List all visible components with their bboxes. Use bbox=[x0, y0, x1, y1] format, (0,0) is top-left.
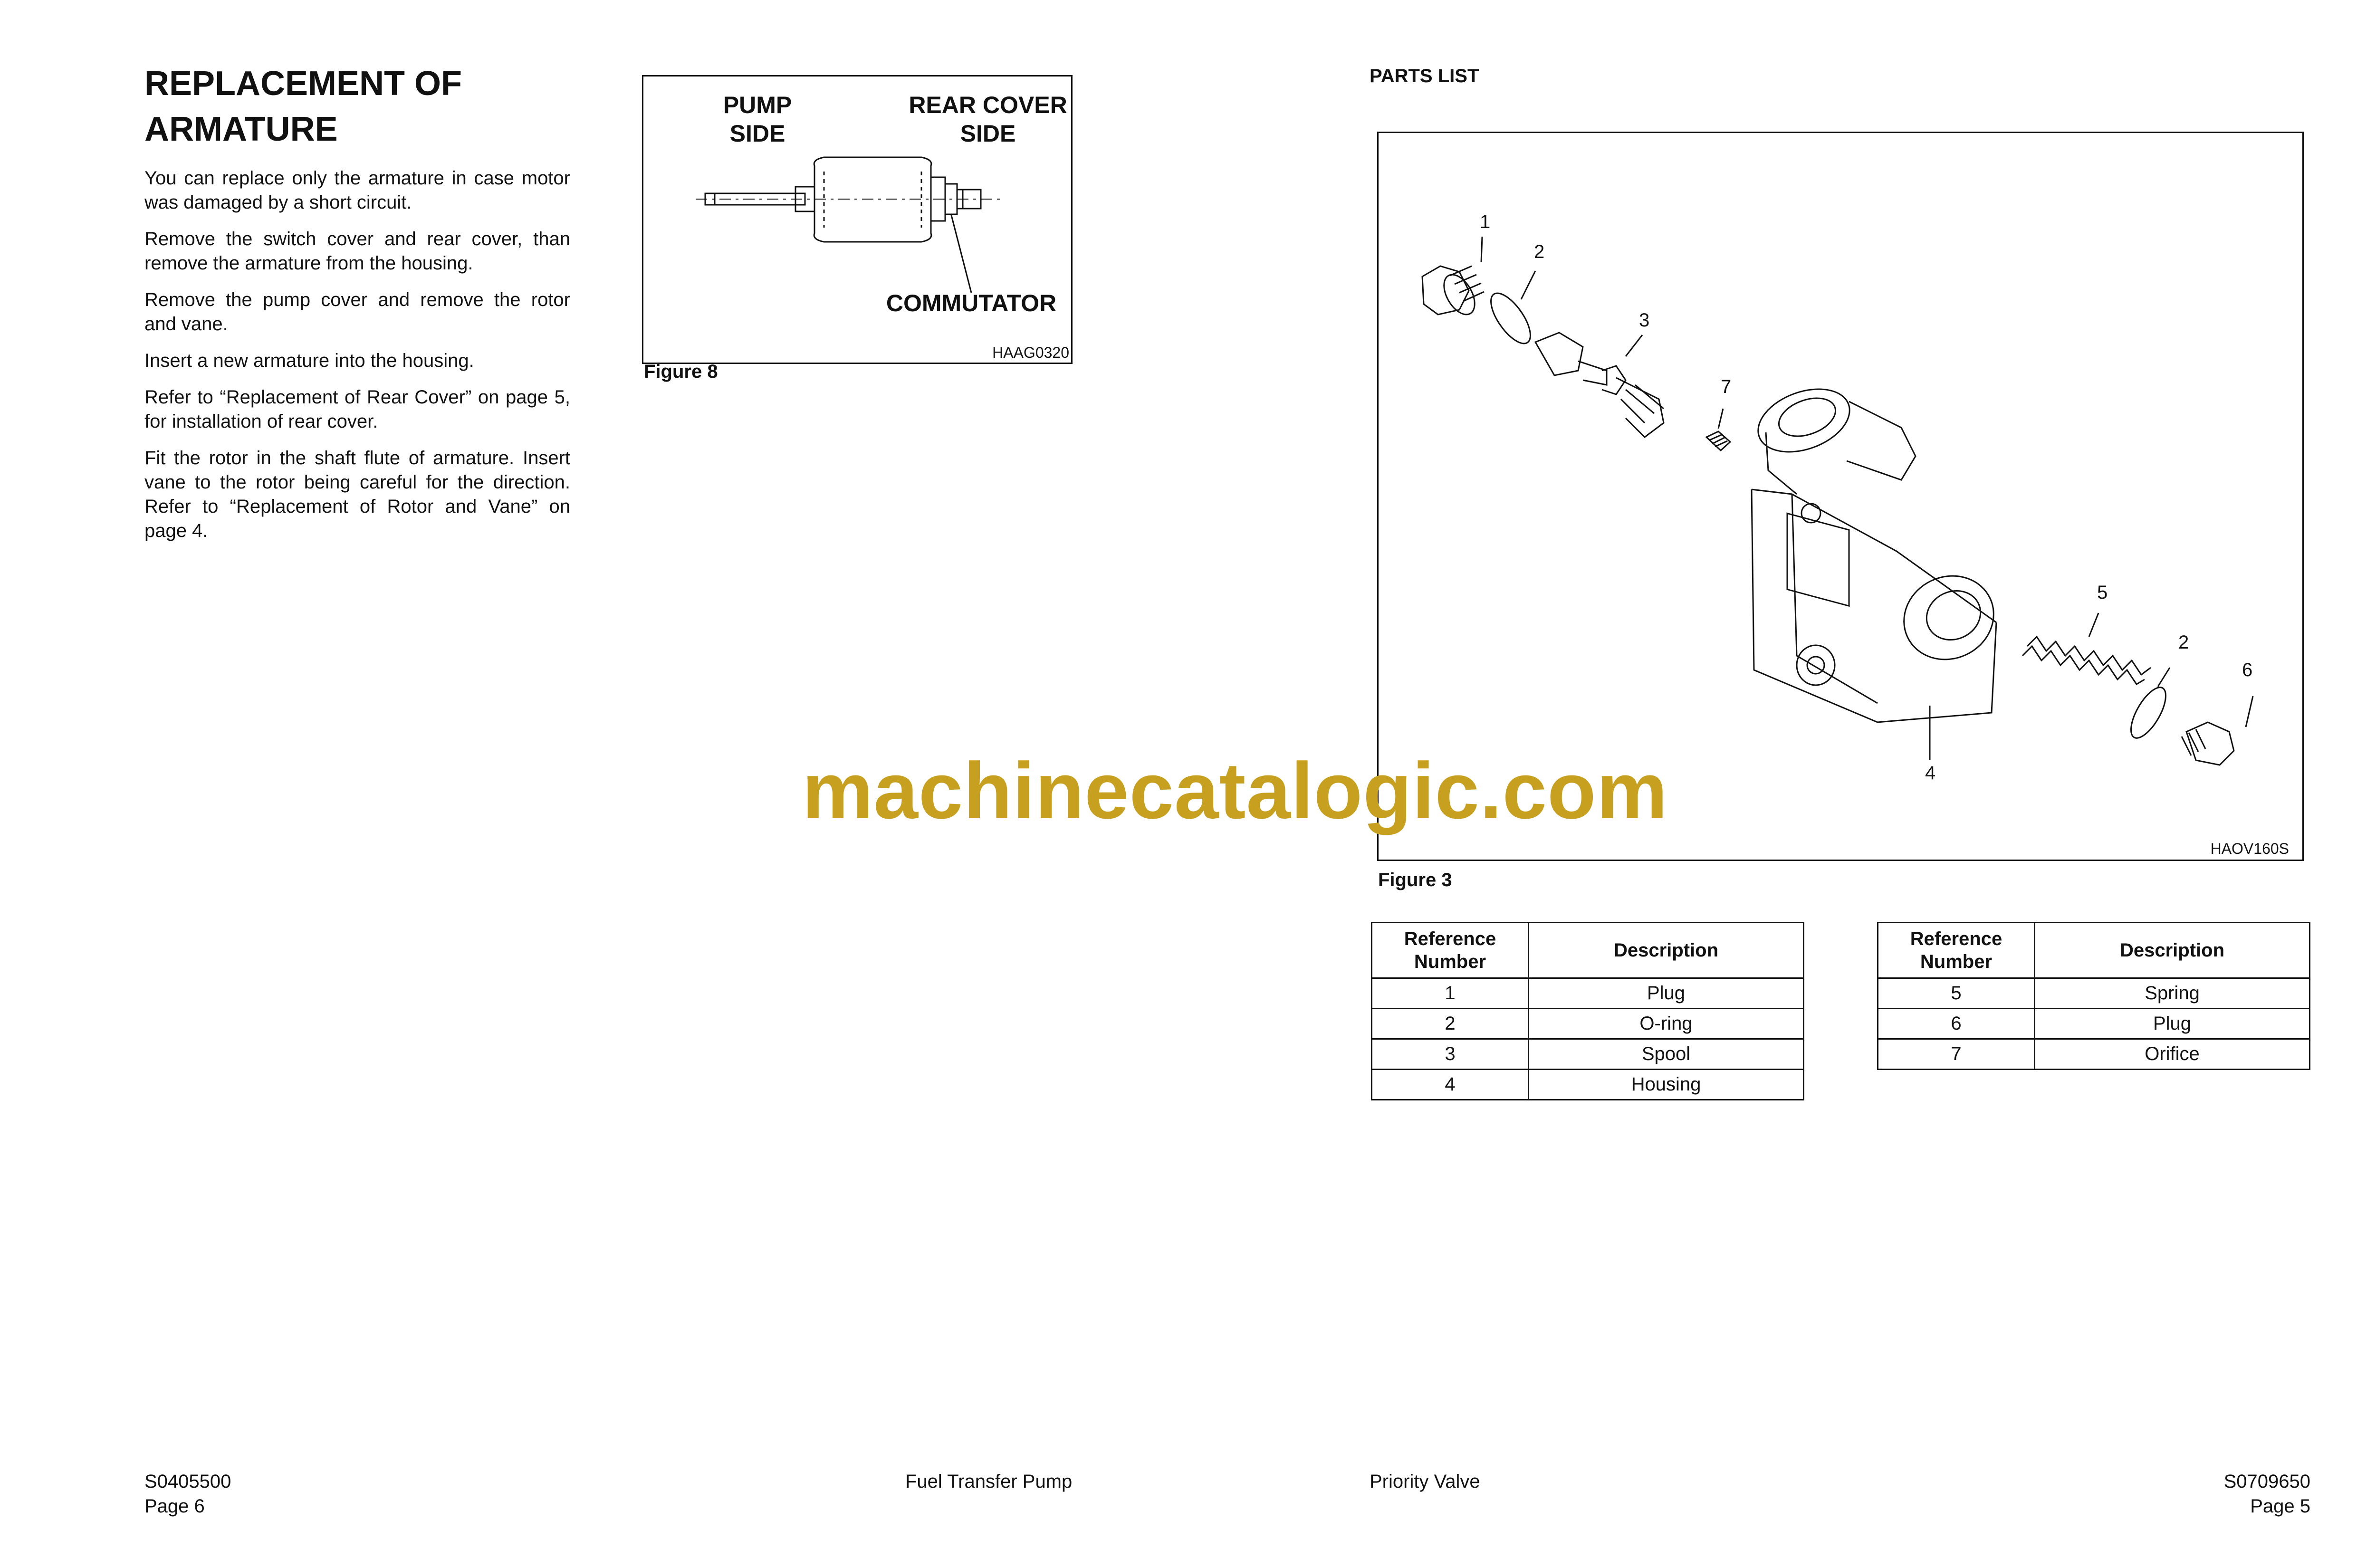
desc-cell: Spring bbox=[2035, 978, 2310, 1009]
instruction-paragraphs bbox=[144, 166, 570, 555]
description-header: Description bbox=[1529, 923, 1804, 978]
table-row bbox=[1878, 978, 2310, 1009]
right-footer bbox=[2224, 1469, 2310, 1519]
desc-cell: Plug bbox=[1529, 978, 1804, 1009]
heading-line-2: ARMATURE bbox=[144, 110, 338, 148]
callout-2: 2 bbox=[1534, 241, 1545, 262]
parts-list-title: PARTS LIST bbox=[1370, 66, 1479, 86]
watermark: machinecatalogic.com bbox=[802, 746, 1668, 835]
callout-1: 1 bbox=[1480, 211, 1491, 232]
ref-number-header: Reference Number bbox=[1372, 923, 1529, 978]
pump-side-label: PUMP SIDE bbox=[723, 92, 792, 147]
parts-table-1 bbox=[1371, 922, 1804, 1100]
callout-2-lower: 2 bbox=[2178, 632, 2189, 653]
desc-cell: Spool bbox=[1529, 1039, 1804, 1070]
figure-code: HAAG0320 bbox=[992, 344, 1069, 361]
ref-number-header: Reference Number bbox=[1878, 923, 2035, 978]
callout-5: 5 bbox=[2097, 582, 2108, 603]
section-heading bbox=[144, 61, 572, 152]
table-row bbox=[1878, 1009, 2310, 1039]
doc-number: S0709650 bbox=[2223, 1471, 2310, 1492]
table-row bbox=[1372, 1039, 1804, 1070]
desc-cell: Housing bbox=[1529, 1070, 1804, 1100]
armature-figure bbox=[642, 75, 1073, 364]
table-row bbox=[1372, 1070, 1804, 1100]
commutator-label: COMMUTATOR bbox=[886, 290, 1057, 316]
table-row bbox=[1372, 1009, 1804, 1039]
page-number: Page 6 bbox=[144, 1496, 205, 1517]
ref-cell: 4 bbox=[1372, 1070, 1529, 1100]
desc-cell: Orifice bbox=[2035, 1039, 2310, 1070]
paragraph: Remove the switch cover and rear cover, than remove the armature from the housing. bbox=[144, 229, 570, 274]
description-header: Description bbox=[2035, 923, 2310, 978]
paragraph: Insert a new armature into the housing. bbox=[144, 350, 474, 371]
heading-line-1: REPLACEMENT OF bbox=[144, 65, 462, 103]
ref-cell: 2 bbox=[1372, 1009, 1529, 1039]
ref-cell: 5 bbox=[1878, 978, 2035, 1009]
doc-number: S0405500 bbox=[144, 1471, 231, 1492]
figure-code: HAOV160S bbox=[2210, 840, 2289, 857]
table-header-row bbox=[1372, 923, 1804, 978]
left-footer bbox=[144, 1469, 231, 1519]
callout-7: 7 bbox=[1721, 376, 1732, 397]
table-row bbox=[1372, 978, 1804, 1009]
page-number: Page 5 bbox=[2250, 1496, 2310, 1517]
ref-cell: 7 bbox=[1878, 1039, 2035, 1070]
table-header-row bbox=[1878, 923, 2310, 978]
right-section-title: Priority Valve bbox=[1370, 1471, 1480, 1492]
callout-6: 6 bbox=[2242, 660, 2253, 680]
desc-cell: O-ring bbox=[1529, 1009, 1804, 1039]
desc-cell: Plug bbox=[2035, 1009, 2310, 1039]
left-section-title: Fuel Transfer Pump bbox=[905, 1471, 1073, 1492]
table-row bbox=[1878, 1039, 2310, 1070]
paragraph: Fit the rotor in the shaft flute of armature. Insert vane to the rotor being careful for the direction. Refer to “Replacement of Rotor and Vane” on page 4. bbox=[144, 448, 570, 541]
rear-cover-side-label: REAR COVER SIDE bbox=[909, 92, 1067, 147]
ref-cell: 1 bbox=[1372, 978, 1529, 1009]
figure-caption: Figure 8 bbox=[644, 361, 718, 382]
ref-cell: 6 bbox=[1878, 1009, 2035, 1039]
paragraph: You can replace only the armature in case motor was damaged by a short circuit. bbox=[144, 168, 570, 213]
callout-4: 4 bbox=[1925, 763, 1936, 784]
paragraph: Remove the pump cover and remove the rotor and vane. bbox=[144, 289, 570, 335]
ref-cell: 3 bbox=[1372, 1039, 1529, 1070]
parts-table-2 bbox=[1877, 922, 2310, 1070]
callout-3: 3 bbox=[1639, 310, 1650, 331]
figure-caption: Figure 3 bbox=[1378, 870, 1452, 890]
paragraph: Refer to “Replacement of Rear Cover” on page 5, for installation of rear cover. bbox=[144, 387, 570, 432]
